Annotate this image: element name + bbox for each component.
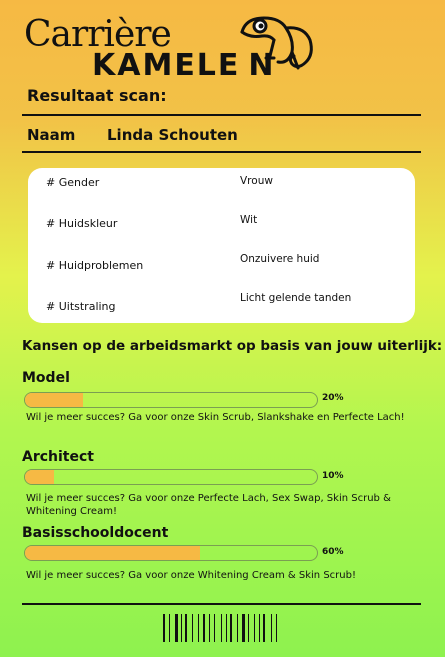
attribute-label: # Uitstraling bbox=[46, 300, 116, 313]
percent-label: 10% bbox=[322, 471, 344, 481]
attribute-label: # Huidskleur bbox=[46, 217, 118, 230]
barcode-stripe bbox=[185, 614, 187, 642]
progress-bar bbox=[24, 545, 318, 561]
progress-bar bbox=[24, 469, 318, 485]
barcode-stripe bbox=[198, 614, 199, 642]
barcode-stripe bbox=[242, 614, 245, 642]
attribute-label: # Huidproblemen bbox=[46, 259, 144, 272]
barcode-stripe bbox=[214, 614, 215, 642]
barcode-stripe bbox=[259, 614, 261, 642]
barcode-stripe bbox=[206, 614, 207, 642]
divider bbox=[22, 114, 421, 116]
barcode-stripe bbox=[228, 614, 229, 642]
barcode-stripe bbox=[246, 614, 247, 642]
progress-fill bbox=[25, 470, 54, 484]
barcode-stripe bbox=[230, 614, 232, 642]
attribute-value: Onzuivere huid bbox=[240, 253, 320, 265]
brand-block-text: KAMELE N bbox=[92, 48, 276, 83]
progress-fill bbox=[25, 393, 83, 407]
job-name: Model bbox=[22, 370, 70, 386]
brand-logo bbox=[24, 10, 324, 85]
barcode-stripe bbox=[273, 614, 274, 642]
brand-script-text: Carrière bbox=[24, 14, 171, 55]
barcode-stripe bbox=[183, 614, 184, 642]
barcode-stripe bbox=[263, 614, 265, 642]
progress-bar bbox=[24, 392, 318, 408]
barcode-icon bbox=[163, 614, 281, 642]
barcode-stripe bbox=[221, 614, 223, 642]
barcode-stripe bbox=[167, 614, 168, 642]
barcode-stripe bbox=[188, 614, 190, 642]
attributes-card bbox=[28, 168, 415, 323]
attribute-value: Wit bbox=[240, 214, 258, 226]
barcode-stripe bbox=[271, 614, 272, 642]
attribute-label: # Gender bbox=[46, 176, 100, 189]
barcode-stripe bbox=[175, 614, 178, 642]
attribute-value: Licht gelende tanden bbox=[240, 292, 352, 304]
barcode-stripe bbox=[209, 614, 210, 642]
barcode-stripe bbox=[223, 614, 224, 642]
barcode-stripe bbox=[276, 614, 277, 642]
advice-text: Wil je meer succes? Ga voor onze Perfecte Lach, Sex Swap, Skin Scrub & Whitening Cream! bbox=[26, 493, 391, 517]
percent-label: 60% bbox=[322, 547, 344, 557]
name-value: Linda Schouten bbox=[107, 126, 238, 144]
barcode-stripe bbox=[217, 614, 220, 642]
barcode-stripe bbox=[192, 614, 193, 642]
barcode-stripe bbox=[194, 614, 197, 642]
job-item-architect bbox=[22, 449, 427, 521]
barcode-stripe bbox=[239, 614, 240, 642]
barcode-stripe bbox=[256, 614, 257, 642]
barcode-stripe bbox=[248, 614, 249, 642]
barcode-stripe bbox=[211, 614, 213, 642]
barcode-stripe bbox=[163, 614, 165, 642]
chameleon-icon bbox=[236, 10, 324, 82]
barcode-stripe bbox=[203, 614, 205, 642]
job-item-model bbox=[22, 370, 427, 440]
progress-fill bbox=[25, 546, 200, 560]
barcode-stripe bbox=[226, 614, 227, 642]
advice-text: Wil je meer succes? Ga voor onze Skin Scrub, Slankshake en Perfecte Lach! bbox=[26, 412, 405, 423]
barcode-stripe bbox=[261, 614, 262, 642]
barcode-stripe bbox=[169, 614, 170, 642]
advice-text: Wil je meer succes? Ga voor onze Whitening Cream & Skin Scrub! bbox=[26, 570, 356, 581]
result-title: Resultaat scan: bbox=[27, 86, 167, 105]
barcode-stripe bbox=[181, 614, 182, 642]
divider bbox=[22, 603, 421, 605]
job-item-basisschooldocent bbox=[22, 525, 427, 585]
job-name: Architect bbox=[22, 449, 94, 465]
barcode-stripe bbox=[201, 614, 202, 642]
percent-label: 20% bbox=[322, 393, 344, 403]
attribute-value: Vrouw bbox=[240, 175, 273, 187]
barcode-stripe bbox=[234, 614, 236, 642]
barcode-stripe bbox=[171, 614, 173, 642]
barcode-stripe bbox=[254, 614, 255, 642]
barcode-stripe bbox=[179, 614, 180, 642]
divider bbox=[22, 151, 421, 153]
name-label: Naam bbox=[27, 126, 76, 144]
barcode-stripe bbox=[278, 614, 280, 642]
chances-title: Kansen op de arbeidsmarkt op basis van jouw uiterlijk: bbox=[22, 338, 443, 354]
barcode-stripe bbox=[267, 614, 270, 642]
barcode-stripe bbox=[251, 614, 253, 642]
barcode-stripe bbox=[237, 614, 238, 642]
job-name: Basisschooldocent bbox=[22, 525, 169, 541]
